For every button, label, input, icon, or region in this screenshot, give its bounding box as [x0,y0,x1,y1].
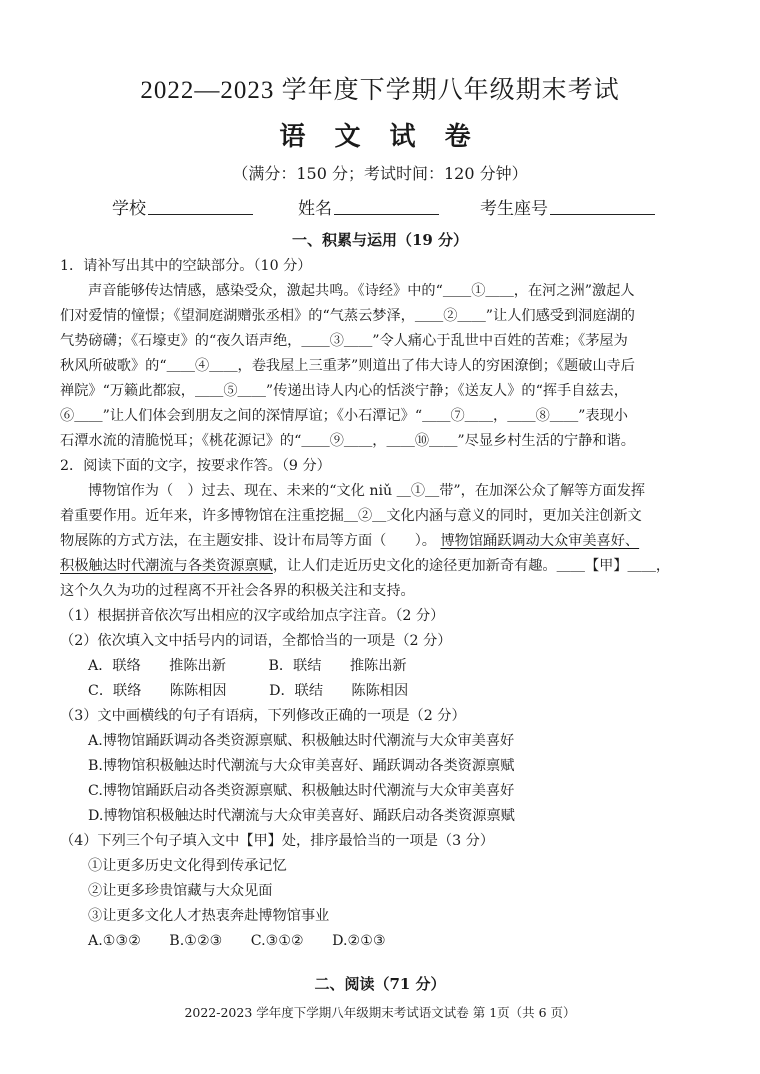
name-label: 姓名 [298,199,332,219]
passage-text: ，让人们走近历史文化的途径更加新奇有趣。 [272,558,557,574]
section1-title: 一、积累与运用（19 分） [291,231,469,249]
school-blank[interactable] [148,198,253,215]
q1-line: ⑥＿＿”让人们体会到朋友之间的深情厚谊；《小石潭记》“＿＿⑦＿＿，＿＿⑧＿＿”表现小 [60,408,628,424]
q1-line: 禅院》“万籁此都寂，＿＿⑤＿＿”传递出诗人内心的恬淡宁静；《送友人》的“挥手自兹去， [60,383,628,399]
q2-sub4-item: ③让更多文化人才热衷奔赴博物馆事业 [88,908,330,924]
seat-blank[interactable] [550,198,655,215]
name-blank[interactable] [334,198,439,215]
q2-sub2-option: C．联络 陈陈相因 D．联结 陈陈相因 [88,683,409,699]
q1-line: 声音能够传达情感，感染受众，激起共鸣。《诗经》中的“＿＿①＿＿，在河之洲”激起人 [88,283,635,299]
q2-stem: 2．阅读下面的文字，按要求作答。（9 分） [60,458,331,474]
q2-sub3: （3）文中画横线的句子有语病，下列修改正确的一项是（2 分） [60,708,466,724]
exam-meta: （满分：150 分；考试时间：120 分钟） [232,164,528,183]
q2-sub1: （1）根据拼音依次写出相应的汉字或给加点字注音。（2 分） [60,608,445,624]
school-label: 学校 [112,199,146,219]
q2-passage-line [60,555,670,575]
q2-sub4: （4）下列三个句子填入文中【甲】处，排序最恰当的一项是（3 分） [60,833,495,849]
q2-sub2-option: A．联络 推陈出新 B．联结 推陈出新 [88,658,407,674]
page-footer: 2022-2023 学年度下学期八年级期末考试语文试卷 第 1页（共 6 页） [184,1005,576,1020]
underlined-sentence: 积极触达时代潮流与各类资源禀赋 [60,558,273,574]
exam-title: 2022—2023 学年度下学期八年级期末考试 [140,77,620,104]
jia-blank[interactable]: ＿＿【甲】＿＿， [556,558,671,574]
q2-passage-line: 这个久久为功的过程离不开社会各界的积极关注和支持。 [60,583,415,599]
q2-sub4-item: ①让更多历史文化得到传承记忆 [88,858,287,874]
q2-sub2: （2）依次填入文中括号内的词语，全都恰当的一项是（2 分） [60,633,452,649]
q2-sub3-option: A.博物馆踊跃调动各类资源禀赋、积极触达时代潮流与大众审美喜好 [88,733,515,749]
q2-passage-line: 博物馆作为（ ）过去、现在、未来的“文化 niǔ ＿①＿带”，在加深公众了解等方面发挥 [88,483,646,499]
q2-passage-line [60,530,639,550]
q2-sub4-item: ②让更多珍贵馆藏与大众见面 [88,883,273,899]
name-field[interactable] [298,194,439,219]
q2-passage-line: 着重要作用。近年来，许多博物馆在注重挖掘＿②＿文化内涵与意义的同时，更加关注创新文 [60,508,642,524]
section2-title: 二、阅读（71 分） [314,975,446,993]
q1-line: 气势磅礴；《石壕吏》的“夜久语声绝，＿＿③＿＿”令人痛心于乱世中百姓的苦难；《茅屋为 [60,333,628,349]
q2-sub3-option: D.博物馆积极触达时代潮流与大众审美喜好、踊跃启动各类资源禀赋 [88,808,515,824]
subject-title: 语 文 试 卷 [279,122,481,152]
seat-label: 考生座号 [480,199,548,219]
underlined-sentence: 博物馆踊跃调动大众审美喜好、 [440,533,640,549]
q2-sub3-option: B.博物馆积极触达时代潮流与大众审美喜好、踊跃调动各类资源禀赋 [88,758,515,774]
q1-line: 秋风所破歌》的“＿＿④＿＿，卷我屋上三重茅”则道出了伟大诗人的穷困潦倒；《题破山寺后 [60,358,635,374]
q1-line: 石潭水流的清脆悦耳；《桃花源记》的“＿＿⑨＿＿，＿＿⑩＿＿”尽显乡村生活的宁静和谐。 [60,433,635,449]
seat-field[interactable] [480,194,655,219]
q1-stem: 1．请补写出其中的空缺部分。（10 分） [60,258,312,274]
q1-line: 们对爱情的憧憬；《望洞庭湖赠张丞相》的“气蒸云梦泽，＿＿②＿＿”让人们感受到洞庭湖的 [60,308,635,324]
q2-sub3-option: C.博物馆踊跃启动各类资源禀赋、积极触达时代潮流与大众审美喜好 [88,783,515,799]
school-field[interactable] [112,194,253,219]
passage-text: 物展陈的方式方法，在主题安排、设计布局等方面（ ）。 [60,533,436,549]
q2-sub4-options: A.①③② B.①②③ C.③①② D.②①③ [88,933,386,949]
